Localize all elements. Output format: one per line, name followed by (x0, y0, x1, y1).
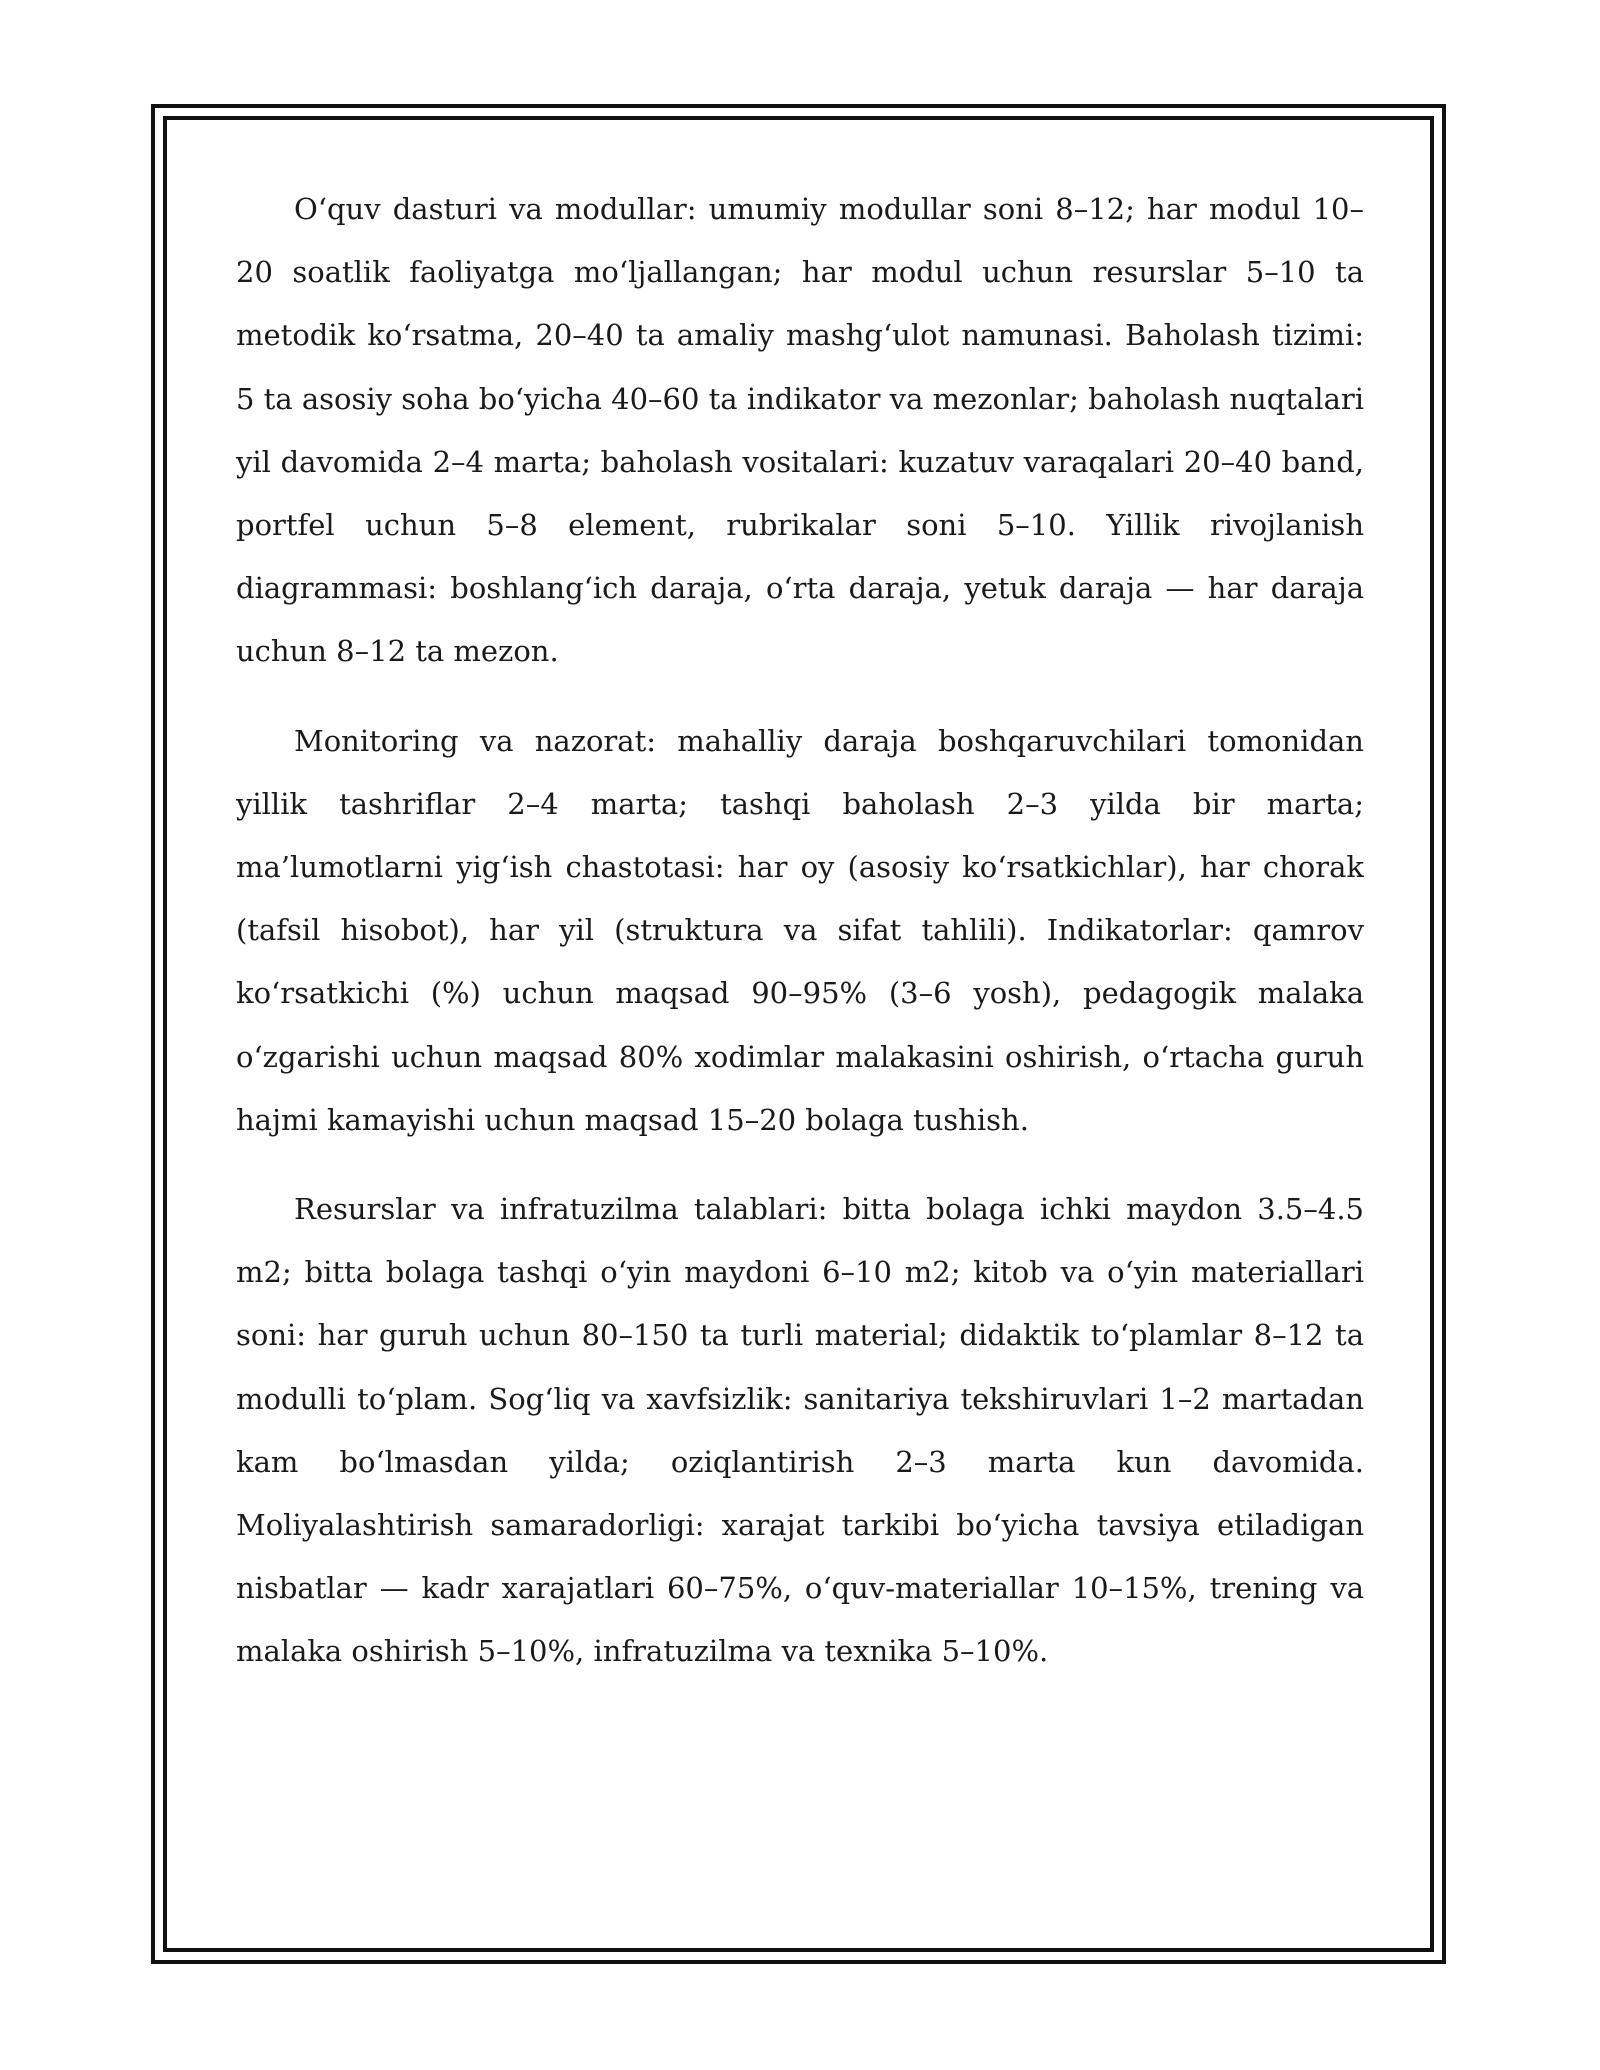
paragraph-curriculum: O‘quv dasturi va modullar: umumiy modullar soni 8–12; har modul 10–20 soatlik faoliyatga mo‘ljallangan; har modul uchun resurslar 5–10 ta metodik ko‘rsatma, 20–40 ta amaliy mashg‘ulot namunasi. Baholash tizimi: 5 ta asosiy soha bo‘yicha 40–60 ta indikator va mezonlar; baholash nuqtalari yil davomida 2–4 marta; baholash vositalari: kuzatuv varaqalari 20–40 band, portfel uchun 5–8 element, rubrikalar soni 5–10. Yillik rivojlanish diagrammasi: boshlang‘ich daraja, o‘rta daraja, yetuk daraja — har daraja uchun 8–12 ta mezon. (236, 192, 1364, 669)
paragraph-resources: Resurslar va infratuzilma talablari: bitta bolaga ichki maydon 3.5–4.5 m2; bitta bolaga tashqi o‘yin maydoni 6–10 m2; kitob va o‘yin materiallari soni: har guruh uchun 80–150 ta turli material; didaktik to‘plamlar 8–12 ta modulli to‘plam. Sog‘liq va xavfsizlik: sanitariya tekshiruvlari 1–2 martadan kam bo‘lmasdan yilda; oziqlantirish 2–3 marta kun davomida. Moliyalashtirish samaradorligi: xarajat tarkibi bo‘yicha tavsiya etiladigan nisbatlar — kadr xarajatlari 60–75%, o‘quv-materiallar 10–15%, trening va malaka oshirish 5–10%, infratuzilma va texnika 5–10%. (236, 1192, 1364, 1669)
document-body (236, 178, 1364, 1710)
paragraph-monitoring: Monitoring va nazorat: mahalliy daraja boshqaruvchilari tomonidan yillik tashriflar 2–4 marta; tashqi baholash 2–3 yilda bir marta; ma’lumotlarni yig‘ish chastotasi: har oy (asosiy ko‘rsatkichlar), har chorak (tafsil hisobot), har yil (struktura va sifat tahlili). Indikatorlar: qamrov ko‘rsatkichi (%) uchun maqsad 90–95% (3–6 yosh), pedagogik malaka o‘zgarishi uchun maqsad 80% xodimlar malakasini oshirish, o‘rtacha guruh hajmi kamayishi uchun maqsad 15–20 bolaga tushish. (236, 723, 1364, 1137)
